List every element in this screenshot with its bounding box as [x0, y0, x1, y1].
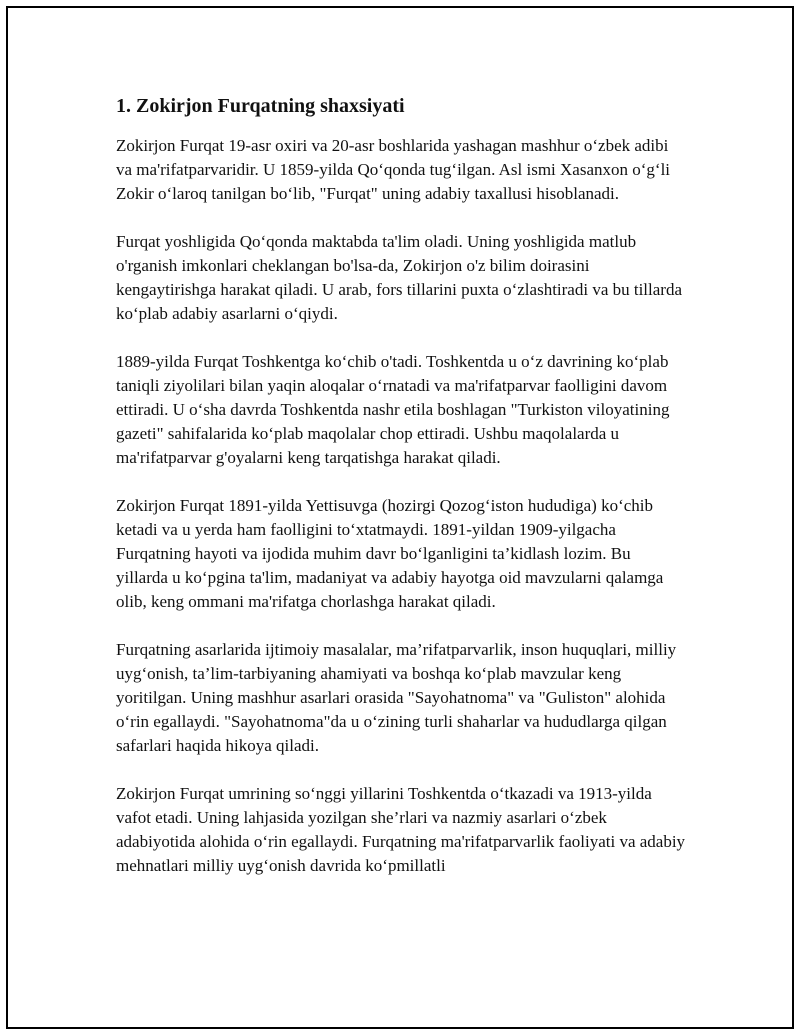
paragraph-5: Furqatning asarlarida ijtimoiy masalalar, ma’rifatparvarlik, inson huquqlari, milliy uyg‘onish, ta’lim-tarbiyaning ahamiyati va boshqa ko‘plab mavzular keng yoritilgan. Uning mashhur asarlari orasida "Sayohatnoma" va "Guliston" alohida o‘rin egallaydi. "Sayohatnoma"da u o‘zining turli shaharlar va hududlarga qilgan safarlari haqida hikoya qiladi. — [116, 640, 677, 755]
paragraph-1: Zokirjon Furqat 19-asr oxiri va 20-asr boshlarida yashagan mashhur o‘zbek adibi va ma'rifatparvaridir. U 1859-yilda Qo‘qonda tug‘ilgan. Asl ismi Xasanxon o‘g‘li Zokir o‘laroq tanilgan bo‘lib, "Furqat" uning adabiy taxallusi hisoblanadi. — [116, 136, 671, 203]
document-body — [116, 92, 686, 902]
paragraph-2: Furqat yoshligida Qo‘qonda maktabda ta'lim oladi. Uning yoshligida matlub o'rganish imkonlari cheklangan bo'lsa-da, Zokirjon o'z bilim doirasini kengaytirishga harakat qiladi. U arab, fors tillarini puxta o‘zlashtiradi va bu tillarda ko‘plab adabiy asarlarni o‘qiydi. — [116, 232, 683, 323]
paragraph-6: Zokirjon Furqat umrining so‘nggi yillarini Toshkentda o‘tkazadi va 1913-yilda vafot etadi. Uning lahjasida yozilgan she’rlari va nazmiy asarlari o‘zbek adabiyotida alohida o‘rin egallaydi. Furqatning ma'rifatparvarlik faoliyati va adabiy mehnatlari milliy uyg‘onish davrida ko‘pmillatli — [116, 784, 686, 875]
section-heading: 1. Zokirjon Furqatning shaxsiyati — [116, 95, 405, 117]
paragraph-4: Zokirjon Furqat 1891-yilda Yettisuvga (hozirgi Qozog‘iston hududiga) ko‘chib ketadi va u yerda ham faolligini to‘xtatmaydi. 1891-yildan 1909-yilgacha Furqatning hayoti va ijodida muhim davr bo‘lganligini ta’kidlash lozim. Bu yillarda u ko‘pgina ta'lim, madaniyat va adabiy hayotga oid mavzularni qalamga olib, keng ommani ma'rifatga chorlashga harakat qiladi. — [116, 496, 664, 611]
paragraph-3: 1889-yilda Furqat Toshkentga ko‘chib o'tadi. Toshkentda u o‘z davrining ko‘plab taniqli ziyolilari bilan yaqin aloqalar o‘rnatadi va ma'rifatparvar faolligini davom ettiradi. U o‘sha davrda Toshkentda nashr etila boshlagan "Turkiston viloyatining gazeti" sahifalarida ko‘plab maqolalar chop ettiradi. Ushbu maqolalarda u ma'rifatparvar g'oyalarni keng tarqatishga harakat qiladi. — [116, 352, 670, 467]
